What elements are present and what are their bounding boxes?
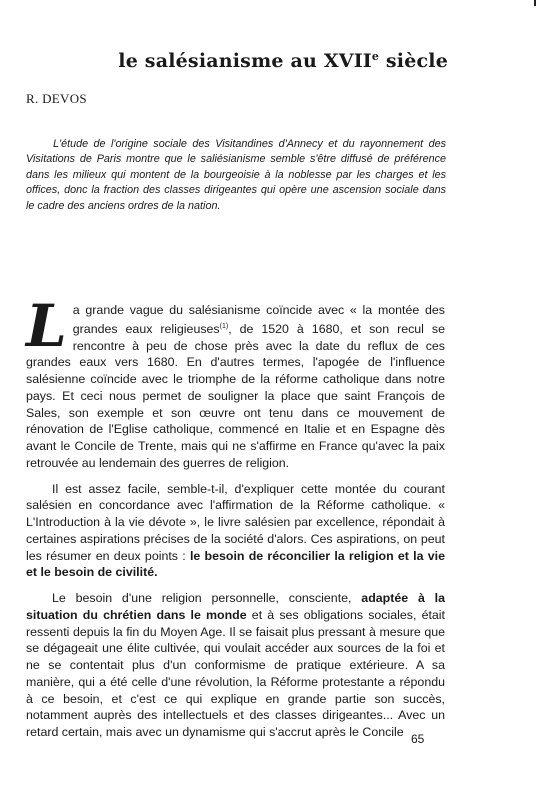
footnote-reference: (1)	[219, 322, 229, 330]
author-name: R. DEVOS	[26, 91, 87, 106]
paragraph-1	[26, 292, 445, 472]
article-body	[26, 292, 445, 750]
paragraph-1-text-b: , de 1520 à 1680, et son recul se rencontre à peu de chose près avec la date du reflux de ces grandes eaux vers 1680. En d'autres termes, l'apogée de l'influence salésienne coïncide avec le triomphe de la réforme catholique dans notre pays. Et ceci nous permet de souligner la place que saint François de Sales, son exemple et son œuvre ont tenu dans ce mouvement de rénovation de l'Eglise catholique, commencé en Italie et en Espagne dès avant le Concile de Trente, mais qui ne s'affirme en France qu'avec la paix retrouvée au lendemain des guerres de religion.	[26, 321, 445, 470]
paragraph-3-text-a: Le besoin d'une religion personnelle, consciente,	[52, 591, 362, 605]
page-corner-mark	[534, 0, 536, 6]
paragraph-2	[26, 481, 445, 582]
title-main: le salésianisme au XVII	[118, 50, 372, 72]
paragraph-2-emphasis: le besoin de réconcilier la religion et la vie et le besoin de civilité.	[26, 548, 445, 580]
paragraph-3-text-b: et à ses obligations sociales, était ressenti depuis la fin du Moyen Age. Il se faisait plus pressant à mesure que se dégageait une élite cultivée, qui voulait accéder aux sources de la foi et ne se contentait plus d'un conformisme de pratique extérieure. A sa manière, qui a été celle d'une révolution, la Réforme protestante a répondu à ce besoin, et c'est ce qui explique en grande partie son succès, notamment auprès des intellectuels et des classes dirigeantes... Avec un retard certain, mais avec un dynamisme qui s'accrut après le Concile	[26, 607, 445, 739]
page-number: 65	[411, 732, 425, 746]
drop-cap: L	[26, 292, 67, 360]
article-title	[60, 50, 448, 72]
paragraph-3-emphasis: adaptée à la situation du chrétien dans le monde	[26, 591, 445, 622]
title-tail: siècle	[379, 50, 448, 72]
paragraph-1-text-a: a grande vague du salésianisme coïncide avec « la montée des grandes eaux religieuses	[72, 303, 445, 336]
title-superscript: e	[371, 50, 380, 63]
paragraph-2-text: Il est assez facile, semble-t-il, d'expliquer cette montée du courant salésien en concordance avec l'affirmation de la Réforme catholique. « L'Introduction à la vie dévote », le livre salésien par excellence, répondait à certaines aspirations précises de la société d'alors. Ces aspirations, on peut les résumer en deux points :	[26, 481, 445, 563]
abstract: L'étude de l'origine sociale des Visitandines d'Annecy et du rayonnement des Visitations de Paris montre que le saliésianisme semble s'être diffusé de préférence dans les milieux qui montent de la bourgeoisie à la noblesse par les charges et les offices, donc la fraction des classes dirigeantes qui opère une ascension sociale dans le cadre des anciens ordres de la nation.	[26, 138, 446, 212]
paragraph-3	[26, 590, 445, 741]
